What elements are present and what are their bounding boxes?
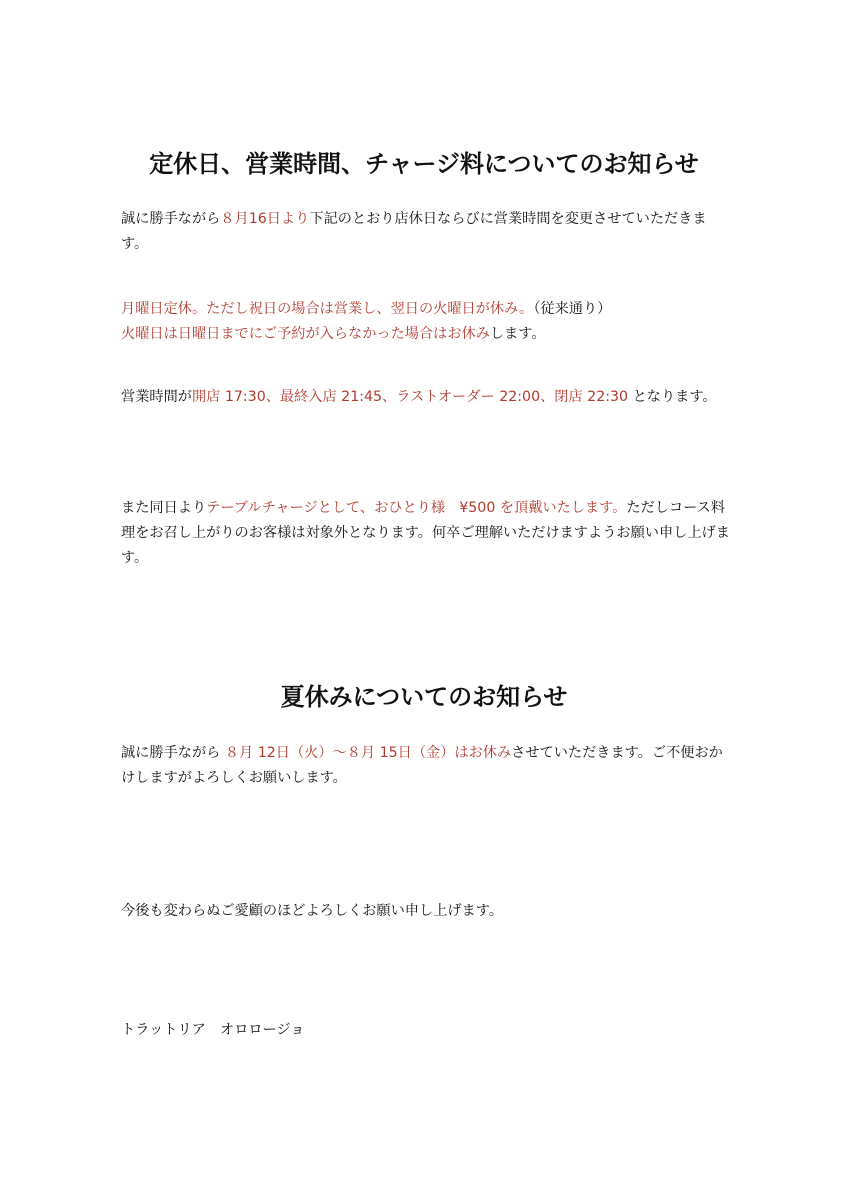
text-segment: 下記のとおり店休日ならびに営業時間を変更させていただきます。 xyxy=(121,211,707,252)
text-segment: また同日より xyxy=(121,500,207,516)
paragraph-table-charge xyxy=(121,496,731,571)
paragraph-business-hours xyxy=(121,385,731,410)
paragraph-schedule-change xyxy=(121,207,731,257)
highlight-monday-closed: 月曜日定休。ただし祝日の場合は営業し、翌日の火曜日が休み。 xyxy=(121,301,534,317)
highlight-holiday-dates: ８月 12日（火）～８月 15日（金）はお休み xyxy=(224,745,512,761)
notice-title-summer-holiday: 夏休みについてのお知らせ xyxy=(280,682,568,711)
text-segment: 営業時間が xyxy=(121,389,192,405)
closing-message: 今後も変わらぬご愛顧のほどよろしくお願い申し上げます。 xyxy=(121,903,503,919)
text-segment: 誠に勝手ながら xyxy=(121,211,221,227)
highlight-tuesday-closed: 火曜日は日曜日までにご予約が入らなかった場合はお休み xyxy=(121,326,490,342)
notice-title-holidays-hours-charge: 定休日、営業時間、チャージ料についてのお知らせ xyxy=(149,149,699,178)
restaurant-signature: トラットリア オロロージョ xyxy=(121,1022,305,1038)
text-segment-note: （従来通り） xyxy=(533,301,612,317)
text-segment: させていただきます。ご不便おかけしますがよろしくお願いします。 xyxy=(121,745,723,786)
highlight-table-charge: テーブルチャージとして、おひとり様 ¥500 を頂戴いたします。 xyxy=(206,500,627,516)
text-segment: ただしコース料理をお召し上がりのお客様は対象外となります。何卒ご理解いただけますようお願い申し上げます。 xyxy=(121,500,730,566)
paragraph-summer-holiday xyxy=(121,741,731,791)
highlight-effective-date: ８月16日より xyxy=(220,211,310,227)
text-segment: 誠に勝手ながら xyxy=(121,745,225,761)
paragraph-closed-days xyxy=(121,297,731,347)
highlight-hours: 開店 17:30、最終入店 21:45、ラストオーダー 22:00、閉店 22:30 xyxy=(191,389,629,405)
text-segment: します。 xyxy=(489,326,546,342)
text-segment: となります。 xyxy=(628,389,717,405)
